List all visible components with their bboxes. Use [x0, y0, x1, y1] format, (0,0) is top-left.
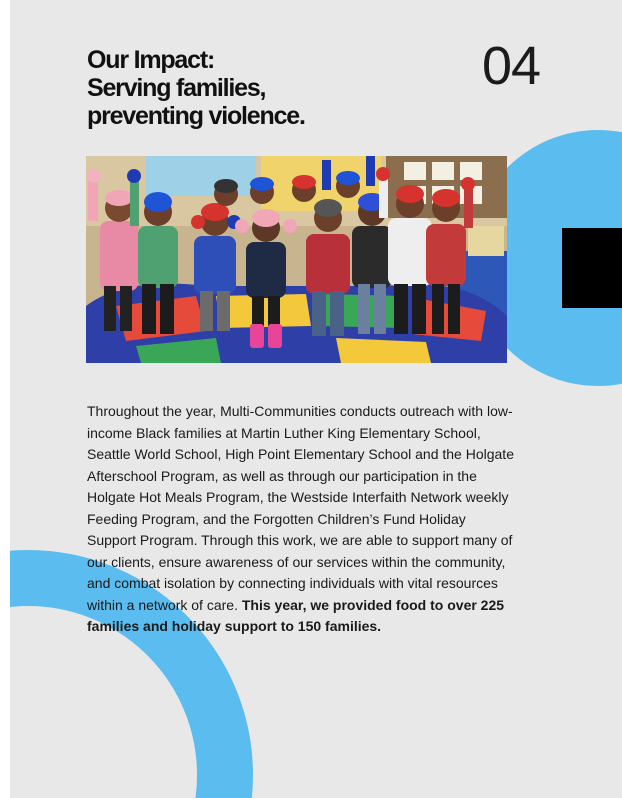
body-line: and combat isolation by connecting individuals with vital resources [87, 575, 498, 591]
body-line: Seattle World School, High Point Elementary School and the Holgate [87, 446, 514, 462]
group-photo-illustration [86, 156, 507, 363]
title-line: Serving families, [87, 74, 266, 102]
body-line-mixed [87, 616, 557, 638]
body-line: Afterschool Program, as well as through our participation in the [87, 467, 477, 484]
body-highlight-holiday: families and holiday support to 150 families. [87, 618, 382, 634]
title-line: preventing violence. [87, 102, 305, 130]
body-line: Throughout the year, Multi-Communities conducts outreach with low- [87, 403, 513, 419]
body-line: income Black families at Martin Luther King Elementary School, [87, 424, 481, 441]
title-line: Our Impact: [87, 46, 215, 74]
page-left-edge [0, 0, 10, 798]
body-line: Support Program. Through this work, we are able to support many of [87, 532, 513, 548]
body-line-mixed [87, 595, 557, 617]
group-photo [86, 156, 507, 363]
body-line: Holgate Hot Meals Program, the Westside Interfaith Network weekly [87, 489, 509, 505]
body-paragraph [87, 401, 557, 638]
page-title [87, 46, 305, 130]
page-number: 04 [482, 36, 541, 96]
decorative-black-block [562, 228, 622, 308]
body-line: our clients, ensure awareness of our services within the community, [87, 553, 506, 570]
body-line-regular-part: within a network of care. [87, 596, 242, 613]
body-highlight-food: This year, we provided food to over 225 [241, 596, 505, 613]
body-line: Feeding Program, and the Forgotten Children’s Fund Holiday [87, 510, 466, 527]
